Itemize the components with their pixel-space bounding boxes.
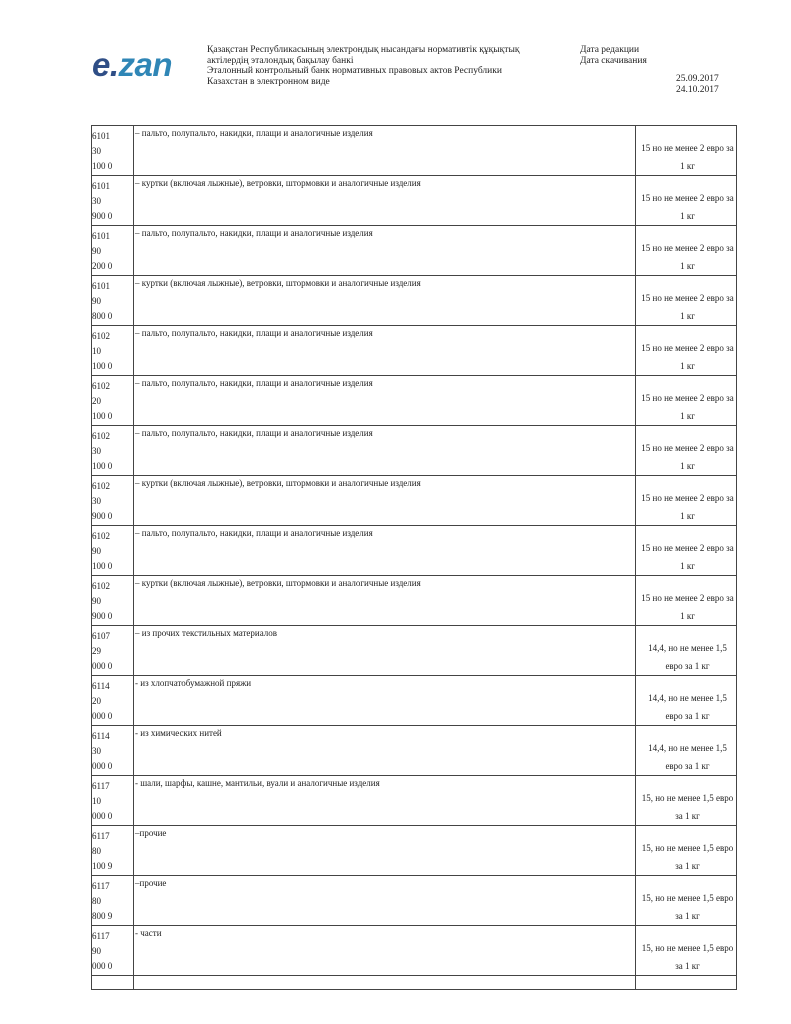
rate-line: за 1 кг	[675, 861, 700, 871]
code-part: 20	[92, 396, 101, 406]
goods-description: – пальто, полупальто, накидки, плащи и аналогичные изделия	[135, 328, 373, 338]
meta-download-label: Дата скачивания	[580, 56, 647, 66]
code-part: 6102	[92, 531, 110, 541]
tariff-table	[91, 125, 737, 990]
rate-line: 1 кг	[680, 411, 695, 421]
code-part: 000 0	[92, 811, 113, 821]
rate-line: за 1 кг	[675, 811, 700, 821]
tnved-code	[92, 879, 132, 924]
code-part: 000 0	[92, 711, 113, 721]
code-part: 900 0	[92, 211, 113, 221]
code-part: 000 0	[92, 661, 113, 671]
code-part: 100 9	[92, 861, 113, 871]
goods-description: - шали, шарфы, кашне, мантильи, вуали и аналогичные изделия	[135, 778, 380, 788]
goods-description: –прочие	[135, 828, 167, 838]
rate-line: 15 но не менее 2 евро за	[641, 543, 734, 553]
code-part: 80	[92, 896, 101, 906]
goods-description: – пальто, полупальто, накидки, плащи и аналогичные изделия	[135, 378, 373, 388]
code-part: 100 0	[92, 461, 113, 471]
code-part: 000 0	[92, 761, 113, 771]
code-part: 20	[92, 696, 101, 706]
tnved-code	[92, 729, 132, 774]
code-part: 10	[92, 796, 101, 806]
goods-description: – куртки (включая лыжные), ветровки, штормовки и аналогичные изделия	[135, 478, 421, 488]
rate-line: 15, но не менее 1,5 евро	[641, 893, 734, 903]
duty-rate	[638, 739, 737, 775]
table-row	[92, 726, 736, 776]
duty-rate	[638, 339, 737, 375]
table-row	[92, 126, 736, 176]
code-part: 6117	[92, 831, 110, 841]
code-part: 6117	[92, 881, 110, 891]
goods-description: – пальто, полупальто, накидки, плащи и аналогичные изделия	[135, 528, 373, 538]
table-row	[92, 576, 736, 626]
code-part: 6102	[92, 381, 110, 391]
header-line-3: Эталонный контрольный банк нормативных правовых актов Республики	[207, 66, 502, 76]
tnved-code	[92, 829, 132, 874]
rate-line: 1 кг	[680, 161, 695, 171]
code-part: 200 0	[92, 261, 113, 271]
code-part: 100 0	[92, 361, 113, 371]
tnved-code	[92, 279, 132, 324]
code-part: 90	[92, 246, 101, 256]
goods-description: - из химических нитей	[135, 728, 222, 738]
rate-line: 15 но не менее 2 евро за	[641, 443, 734, 453]
table-row	[92, 676, 736, 726]
tnved-code	[92, 429, 132, 474]
table-row	[92, 326, 736, 376]
date-download: 24.10.2017	[676, 85, 719, 95]
code-part: 90	[92, 596, 101, 606]
table-row	[92, 926, 736, 976]
tnved-code	[92, 129, 132, 174]
table-row	[92, 876, 736, 926]
rate-line: 14,4, но не менее 1,5	[648, 643, 727, 653]
code-part: 6101	[92, 281, 110, 291]
duty-rate	[638, 589, 737, 625]
goods-description: - из хлопчатобумажной пряжи	[135, 678, 252, 688]
rate-line: 1 кг	[680, 461, 695, 471]
code-part: 000 0	[92, 961, 113, 971]
table-row	[92, 276, 736, 326]
table-row	[92, 776, 736, 826]
rate-line: 1 кг	[680, 561, 695, 571]
code-part: 30	[92, 196, 101, 206]
code-part: 29	[92, 646, 101, 656]
code-part: 800 9	[92, 911, 113, 921]
rate-line: 15 но не менее 2 евро за	[641, 343, 734, 353]
table-row	[92, 426, 736, 476]
table-row	[92, 626, 736, 676]
rate-line: 15, но не менее 1,5 евро	[641, 943, 734, 953]
rate-line: 15 но не менее 2 евро за	[641, 143, 734, 153]
tnved-code	[92, 379, 132, 424]
rate-line: 1 кг	[680, 611, 695, 621]
goods-description: - части	[135, 928, 162, 938]
code-part: 6102	[92, 331, 110, 341]
goods-description: – куртки (включая лыжные), ветровки, штормовки и аналогичные изделия	[135, 578, 421, 588]
header-line-4: Казахстан в электронном виде	[207, 76, 330, 87]
tnved-code	[92, 479, 132, 524]
duty-rate	[638, 889, 737, 925]
table-row	[92, 476, 736, 526]
duty-rate	[638, 789, 737, 825]
logo-e: e	[92, 46, 110, 83]
code-part: 6107	[92, 631, 110, 641]
table-row	[92, 376, 736, 426]
tnved-code	[92, 229, 132, 274]
logo-dot: .	[109, 46, 119, 83]
table-row	[92, 176, 736, 226]
duty-rate	[638, 139, 737, 175]
code-part: 30	[92, 496, 101, 506]
rate-line: 15 но не менее 2 евро за	[641, 393, 734, 403]
code-part: 6114	[92, 681, 110, 691]
code-part: 30	[92, 746, 101, 756]
goods-description: –прочие	[135, 878, 167, 888]
goods-description: – куртки (включая лыжные), ветровки, штормовки и аналогичные изделия	[135, 278, 421, 288]
rate-line: 14,4, но не менее 1,5	[648, 693, 727, 703]
duty-rate	[638, 839, 737, 875]
tnved-code	[92, 529, 132, 574]
code-part: 6117	[92, 781, 110, 791]
rate-line: 15, но не менее 1,5 евро	[641, 843, 734, 853]
header-dates	[676, 74, 719, 96]
code-part: 900 0	[92, 511, 113, 521]
code-part: 6102	[92, 581, 110, 591]
duty-rate	[638, 239, 737, 275]
rate-line: 1 кг	[680, 211, 695, 221]
table-row	[92, 826, 736, 876]
duty-rate	[638, 639, 737, 675]
duty-rate	[638, 389, 737, 425]
code-part: 10	[92, 346, 101, 356]
tnved-code	[92, 629, 132, 674]
code-part: 6114	[92, 731, 110, 741]
goods-description: – из прочих текстильных материалов	[135, 628, 278, 638]
code-part: 6102	[92, 481, 110, 491]
table-row	[92, 976, 736, 990]
code-part: 6117	[92, 931, 110, 941]
code-part: 80	[92, 846, 101, 856]
header-title	[207, 45, 547, 87]
rate-line: 15 но не менее 2 евро за	[641, 493, 734, 503]
rate-line: за 1 кг	[675, 911, 700, 921]
duty-rate	[638, 539, 737, 575]
duty-rate	[638, 439, 737, 475]
goods-description: – пальто, полупальто, накидки, плащи и аналогичные изделия	[135, 428, 373, 438]
tnved-code	[92, 679, 132, 724]
tnved-code	[92, 329, 132, 374]
code-part: 30	[92, 446, 101, 456]
rate-line: 1 кг	[680, 361, 695, 371]
goods-description: – куртки (включая лыжные), ветровки, штормовки и аналогичные изделия	[135, 178, 421, 188]
rate-line: евро за 1 кг	[665, 761, 710, 771]
tnved-code	[92, 779, 132, 824]
code-part: 6102	[92, 431, 110, 441]
table-row	[92, 226, 736, 276]
code-part: 6101	[92, 131, 110, 141]
ezan-logo	[92, 46, 172, 84]
code-part: 6101	[92, 181, 110, 191]
rate-line: 15, но не менее 1,5 евро	[641, 793, 734, 803]
duty-rate	[638, 939, 737, 975]
code-part: 90	[92, 946, 101, 956]
header-line-1: Қазақстан Республикасының электрондық нысандағы нормативтік құқықтық	[207, 45, 520, 55]
rate-line: 15 но не менее 2 евро за	[641, 593, 734, 603]
code-part: 90	[92, 546, 101, 556]
rate-line: евро за 1 кг	[665, 661, 710, 671]
rate-line: 14,4, но не менее 1,5	[648, 743, 727, 753]
tnved-code	[92, 929, 132, 974]
code-part: 100 0	[92, 561, 113, 571]
rate-line: 15 но не менее 2 евро за	[641, 243, 734, 253]
code-part: 100 0	[92, 411, 113, 421]
code-part: 100 0	[92, 161, 113, 171]
code-part: 800 0	[92, 311, 113, 321]
table-row	[92, 526, 736, 576]
logo-zan: zan	[118, 46, 173, 83]
duty-rate	[638, 689, 737, 725]
code-part: 900 0	[92, 611, 113, 621]
rate-line: 1 кг	[680, 511, 695, 521]
duty-rate	[638, 489, 737, 525]
date-edit: 25.09.2017	[676, 74, 719, 84]
tnved-code	[92, 179, 132, 224]
rate-line: 1 кг	[680, 311, 695, 321]
goods-description: – пальто, полупальто, накидки, плащи и аналогичные изделия	[135, 228, 373, 238]
meta-edit-label: Дата редакции	[580, 45, 640, 55]
header-line-2: актілердің эталондық бақылау банкі	[207, 55, 354, 66]
duty-rate	[638, 189, 737, 225]
rate-line: 1 кг	[680, 261, 695, 271]
tnved-code	[92, 579, 132, 624]
code-part: 30	[92, 146, 101, 156]
rate-line: за 1 кг	[675, 961, 700, 971]
goods-description: – пальто, полупальто, накидки, плащи и аналогичные изделия	[135, 128, 373, 138]
rate-line: 15 но не менее 2 евро за	[641, 193, 734, 203]
header-meta	[580, 45, 647, 67]
duty-rate	[638, 289, 737, 325]
rate-line: 15 но не менее 2 евро за	[641, 293, 734, 303]
code-part: 90	[92, 296, 101, 306]
code-part: 6101	[92, 231, 110, 241]
rate-line: евро за 1 кг	[665, 711, 710, 721]
